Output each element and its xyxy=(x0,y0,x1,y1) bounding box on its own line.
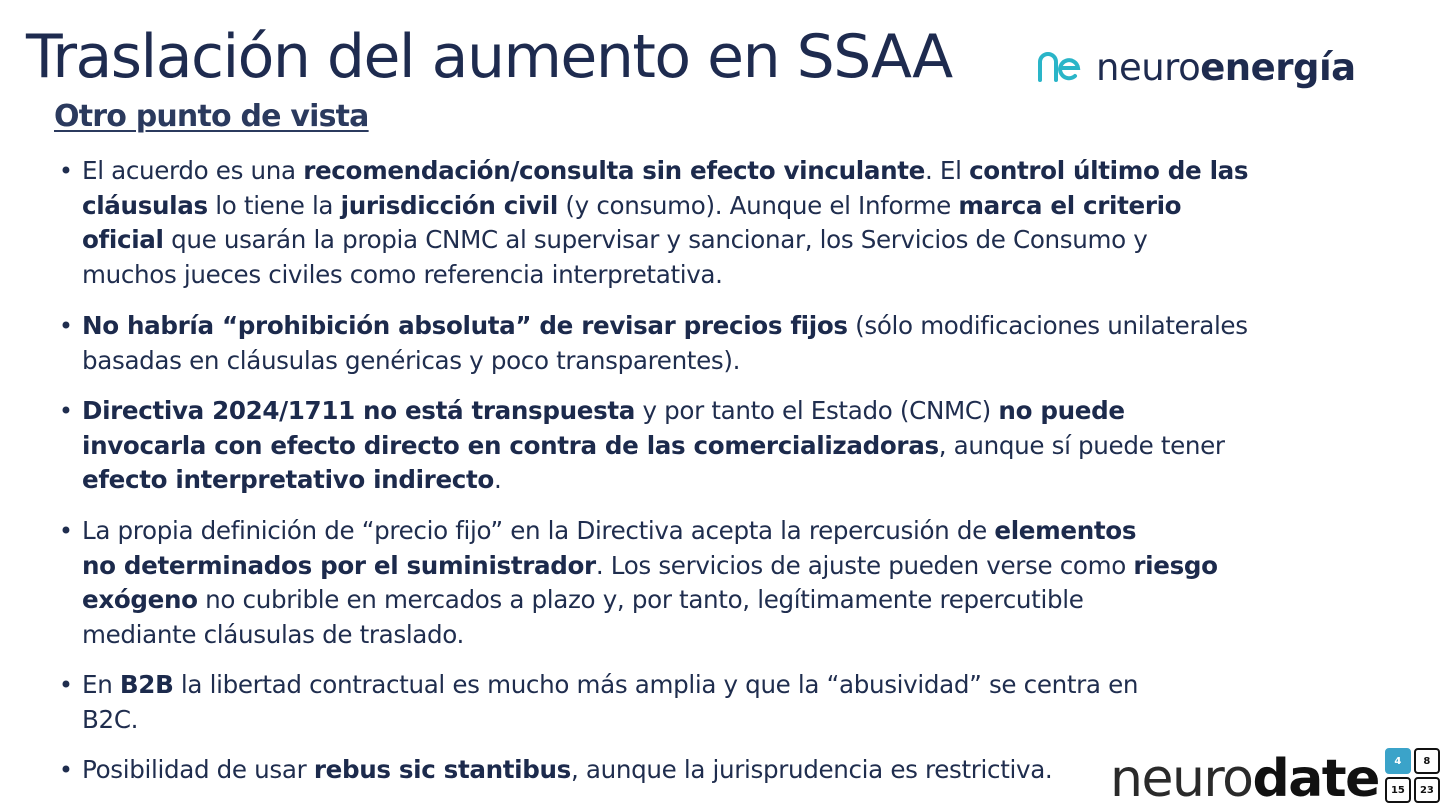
emphasis-text: riesgo xyxy=(1133,550,1218,580)
body-text: la libertad contractual es mucho más amplia y que la “abusividad” se centra en xyxy=(173,670,1139,699)
emphasis-text: jurisdicción civil xyxy=(340,190,558,220)
body-text: Posibilidad de usar xyxy=(82,755,314,784)
emphasis-text: efecto interpretativo indirecto xyxy=(82,465,494,494)
bullet-dot: • xyxy=(58,517,74,545)
bullet-item xyxy=(50,154,1390,292)
bullet-text xyxy=(82,154,1248,292)
bullet-dot: • xyxy=(58,157,74,185)
bullet-text xyxy=(82,394,1225,498)
emphasis-text: cláusulas xyxy=(82,190,208,220)
emphasis-text: no puede xyxy=(998,396,1125,425)
bullet-dot: • xyxy=(58,397,74,425)
body-text: (sólo modificaciones unilaterales xyxy=(847,311,1248,340)
bullet-dot: • xyxy=(58,671,74,699)
bullet-text xyxy=(82,309,1248,378)
bullet-text xyxy=(82,668,1138,737)
neurodate-logo xyxy=(1110,748,1440,809)
bullet-line xyxy=(82,463,1225,498)
body-text: , aunque sí puede tener xyxy=(938,430,1225,460)
emphasis-text: elementos xyxy=(994,516,1137,545)
bullet-item xyxy=(50,394,1390,498)
neurodate-wordmark: neurodate xyxy=(1110,749,1379,809)
emphasis-text: rebus sic stantibus xyxy=(313,755,571,784)
body-text: El acuerdo es una xyxy=(82,156,304,185)
bullet-line xyxy=(82,753,1052,788)
emphasis-text: No habría “prohibición absoluta” de revisar precios fijos xyxy=(82,311,848,340)
body-text: basadas en cláusulas genéricas y poco transparentes). xyxy=(82,345,741,375)
bullet-text xyxy=(82,753,1052,788)
bullet-item xyxy=(50,514,1390,652)
body-text: muchos jueces civiles como referencia interpretativa. xyxy=(82,259,723,289)
emphasis-text: Directiva 2024/1711 no está transpuesta xyxy=(82,396,636,425)
slide-subtitle: Otro punto de vista xyxy=(54,99,369,134)
slide-title: Traslación del aumento en SSAA xyxy=(26,22,952,92)
bullet-line xyxy=(82,668,1138,703)
body-text: . Los servicios de ajuste pueden verse como xyxy=(595,550,1134,580)
bullet-dot: • xyxy=(58,312,74,340)
bullet-line xyxy=(82,394,1225,429)
bullet-line xyxy=(82,618,1218,653)
body-text: B2C. xyxy=(82,704,139,734)
bullet-line xyxy=(82,258,1248,293)
emphasis-text: exógeno xyxy=(82,585,198,614)
bullet-line xyxy=(82,344,1248,379)
calendar-day: 4 xyxy=(1385,748,1411,774)
body-text: En xyxy=(82,670,120,699)
emphasis-text: marca el criterio xyxy=(958,190,1182,220)
bullet-dot: • xyxy=(58,756,74,784)
body-text: y por tanto el Estado (CNMC) xyxy=(635,396,999,425)
bullet-line xyxy=(82,549,1218,584)
emphasis-text: control último de las xyxy=(969,156,1249,185)
calendar-day: 15 xyxy=(1385,777,1411,803)
bullet-line xyxy=(82,703,1138,738)
bullet-item xyxy=(50,309,1390,378)
bullet-line xyxy=(82,154,1248,189)
body-text: , aunque la jurisprudencia es restrictiva. xyxy=(570,755,1053,784)
emphasis-text: no determinados por el suministrador xyxy=(82,550,596,580)
emphasis-text: B2B xyxy=(119,670,174,699)
body-text: . El xyxy=(924,156,970,185)
bullet-line xyxy=(82,189,1248,224)
body-text: lo tiene la xyxy=(207,190,341,220)
emphasis-text: oficial xyxy=(82,225,164,254)
bullet-line xyxy=(82,583,1218,618)
emphasis-text: invocarla con efecto directo en contra de las comercializadoras xyxy=(82,430,939,460)
ne-monogram-icon xyxy=(1036,50,1082,84)
neuroenergia-logo xyxy=(1036,46,1356,88)
brand-name: neuroenergía xyxy=(1096,45,1356,89)
calendar-day: 23 xyxy=(1414,777,1440,803)
calendar-day: 8 xyxy=(1414,748,1440,774)
body-text: . xyxy=(493,465,502,494)
bullet-line xyxy=(82,514,1218,549)
body-text: (y consumo). Aunque el Informe xyxy=(557,190,959,220)
body-text: mediante cláusulas de traslado. xyxy=(82,619,465,649)
bullet-text xyxy=(82,514,1218,652)
bullet-line xyxy=(82,429,1225,464)
body-text: que usarán la propia CNMC al supervisar y sancionar, los Servicios de Consumo y xyxy=(163,225,1148,254)
body-text: La propia definición de “precio fijo” en la Directiva acepta la repercusión de xyxy=(82,516,995,545)
bullet-item xyxy=(50,668,1390,737)
calendar-grid-icon xyxy=(1385,748,1440,803)
body-text: no cubrible en mercados a plazo y, por tanto, legítimamente repercutible xyxy=(197,585,1084,614)
bullet-line xyxy=(82,223,1248,258)
emphasis-text: recomendación/consulta sin efecto vinculante xyxy=(303,156,925,185)
bullet-line xyxy=(82,309,1248,344)
